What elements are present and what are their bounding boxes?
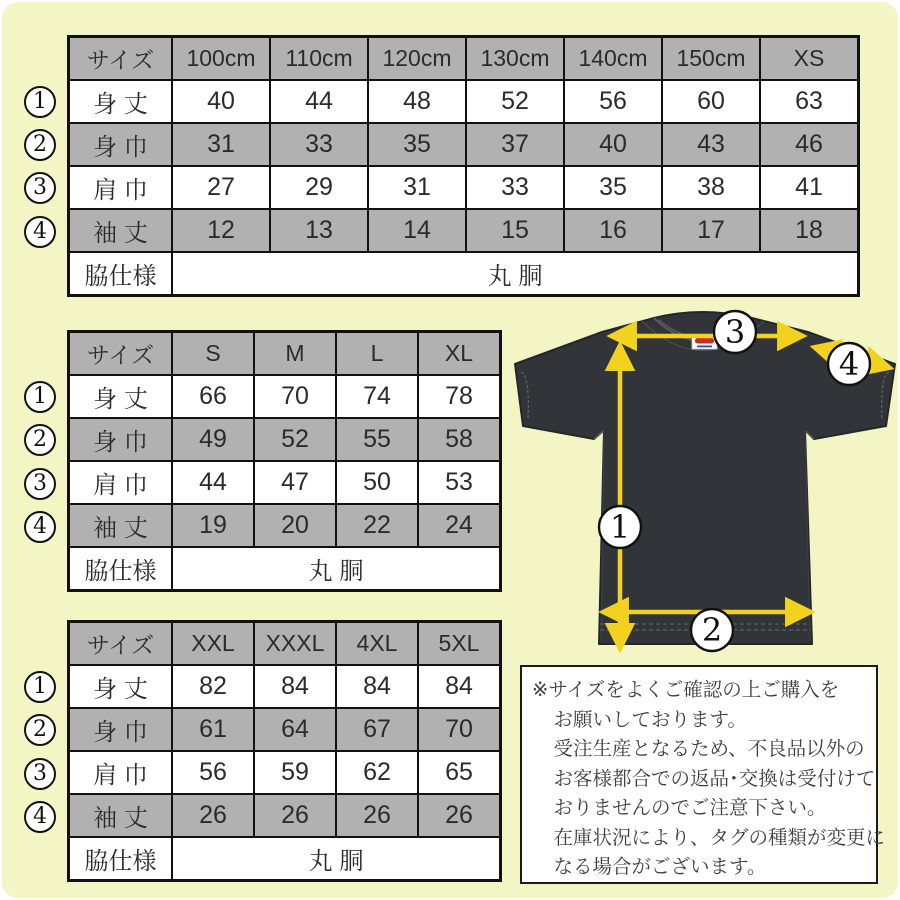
measurement-value-cell: 24 bbox=[418, 504, 501, 547]
measurement-value-cell: 40 bbox=[564, 123, 662, 166]
measurement-row bbox=[69, 751, 501, 794]
measurement-row bbox=[69, 665, 501, 708]
plus-size-table-container bbox=[67, 620, 502, 882]
row-marker-1: 1 bbox=[24, 86, 56, 118]
measurement-value-cell: 60 bbox=[662, 80, 760, 123]
measurement-value-cell: 55 bbox=[336, 418, 418, 461]
size-column-header: 130cm bbox=[466, 37, 564, 81]
measurement-value-cell: 58 bbox=[418, 418, 501, 461]
diagram-marker-3 bbox=[714, 311, 756, 353]
side-spec-row bbox=[69, 837, 501, 881]
measurement-value-cell: 35 bbox=[368, 123, 466, 166]
side-spec-label: 脇仕様 bbox=[69, 837, 173, 881]
plus-size-table bbox=[67, 620, 502, 882]
measurement-row-label: 袖 丈 bbox=[69, 794, 173, 837]
measurement-value-cell: 33 bbox=[466, 166, 564, 209]
measurement-row-label: 身 丈 bbox=[69, 80, 173, 123]
measurement-row-label: 身 巾 bbox=[69, 708, 173, 751]
measurement-value-cell: 43 bbox=[662, 123, 760, 166]
measurement-row bbox=[69, 209, 859, 252]
diagram-marker-4-label: 4 bbox=[838, 345, 860, 383]
adult-size-table bbox=[67, 330, 502, 592]
measurement-value-cell: 37 bbox=[466, 123, 564, 166]
measurement-value-cell: 33 bbox=[270, 123, 368, 166]
measurement-value-cell: 44 bbox=[172, 461, 254, 504]
measurement-value-cell: 70 bbox=[254, 375, 336, 418]
measurement-row bbox=[69, 166, 859, 209]
measurement-value-cell: 84 bbox=[254, 665, 336, 708]
measurement-value-cell: 84 bbox=[418, 665, 501, 708]
row-marker-1: 1 bbox=[24, 671, 56, 703]
size-column-header: XL bbox=[418, 332, 501, 376]
measurement-value-cell: 15 bbox=[466, 209, 564, 252]
measurement-value-cell: 56 bbox=[564, 80, 662, 123]
measurement-value-cell: 38 bbox=[662, 166, 760, 209]
note-line: ※サイズをよくご確認の上ご購入を bbox=[532, 679, 840, 701]
row-marker-4: 4 bbox=[24, 511, 56, 543]
row-marker-4: 4 bbox=[24, 801, 56, 833]
diagram-marker-1-label: 1 bbox=[609, 508, 631, 546]
measurement-row bbox=[69, 708, 501, 751]
row-marker-3: 3 bbox=[24, 468, 56, 500]
measurement-value-cell: 52 bbox=[254, 418, 336, 461]
measurement-row bbox=[69, 375, 501, 418]
size-column-header: XXXL bbox=[254, 622, 336, 666]
size-column-header: L bbox=[336, 332, 418, 376]
measurement-value-cell: 26 bbox=[172, 794, 254, 837]
measurement-row bbox=[69, 461, 501, 504]
diagram-marker-2 bbox=[691, 609, 733, 651]
measurement-value-cell: 53 bbox=[418, 461, 501, 504]
measurement-value-cell: 62 bbox=[336, 751, 418, 794]
measurement-value-cell: 44 bbox=[270, 80, 368, 123]
measurement-value-cell: 47 bbox=[254, 461, 336, 504]
size-column-header: 4XL bbox=[336, 622, 418, 666]
measurement-value-cell: 41 bbox=[760, 166, 859, 209]
row-marker-4: 4 bbox=[24, 216, 56, 248]
size-column-header: S bbox=[172, 332, 254, 376]
note-line: なる場合がございます。 bbox=[553, 856, 767, 878]
row-marker-2: 2 bbox=[24, 424, 56, 456]
side-spec-value: 丸 胴 bbox=[172, 252, 859, 296]
measurement-value-cell: 50 bbox=[336, 461, 418, 504]
diagram-marker-4 bbox=[828, 343, 870, 385]
size-column-header: 140cm bbox=[564, 37, 662, 81]
size-column-header: 110cm bbox=[270, 37, 368, 81]
kids-size-table-container bbox=[67, 35, 860, 297]
size-column-header: 120cm bbox=[368, 37, 466, 81]
row-marker-1: 1 bbox=[24, 381, 56, 413]
purchase-note-box bbox=[520, 665, 885, 884]
measurement-value-cell: 19 bbox=[172, 504, 254, 547]
measurement-row-label: 肩 巾 bbox=[69, 461, 173, 504]
size-label-header: サイズ bbox=[69, 332, 173, 376]
note-line: 受注生産となるため、不良品以外の bbox=[553, 738, 865, 760]
size-chart-page bbox=[2, 2, 898, 898]
size-label-header: サイズ bbox=[69, 622, 173, 666]
diagram-marker-2-label: 2 bbox=[701, 611, 723, 649]
measurement-value-cell: 40 bbox=[172, 80, 270, 123]
measurement-value-cell: 46 bbox=[760, 123, 859, 166]
diagram-marker-1 bbox=[599, 506, 641, 548]
measurement-value-cell: 49 bbox=[172, 418, 254, 461]
measurement-row bbox=[69, 80, 859, 123]
measurement-value-cell: 67 bbox=[336, 708, 418, 751]
side-spec-label: 脇仕様 bbox=[69, 252, 173, 296]
side-spec-row bbox=[69, 547, 501, 591]
measurement-value-cell: 31 bbox=[368, 166, 466, 209]
diagram-marker-3-label: 3 bbox=[724, 313, 746, 351]
measurement-value-cell: 26 bbox=[254, 794, 336, 837]
measurement-row-label: 身 巾 bbox=[69, 418, 173, 461]
measurement-row bbox=[69, 418, 501, 461]
measurement-value-cell: 27 bbox=[172, 166, 270, 209]
measurement-value-cell: 61 bbox=[172, 708, 254, 751]
measurement-row-label: 身 丈 bbox=[69, 665, 173, 708]
size-label-header: サイズ bbox=[69, 37, 173, 81]
side-spec-value: 丸 胴 bbox=[172, 837, 501, 881]
measurement-value-cell: 84 bbox=[336, 665, 418, 708]
measurement-value-cell: 78 bbox=[418, 375, 501, 418]
measurement-value-cell: 82 bbox=[172, 665, 254, 708]
measurement-value-cell: 26 bbox=[336, 794, 418, 837]
note-line: 在庫状況により、タグの種類が変更に bbox=[553, 826, 885, 849]
measurement-value-cell: 14 bbox=[368, 209, 466, 252]
measurement-value-cell: 20 bbox=[254, 504, 336, 547]
measurement-value-cell: 48 bbox=[368, 80, 466, 123]
measurement-value-cell: 13 bbox=[270, 209, 368, 252]
row-marker-3: 3 bbox=[24, 758, 56, 790]
measurement-value-cell: 35 bbox=[564, 166, 662, 209]
adult-size-table-container bbox=[67, 330, 502, 592]
measurement-row-label: 肩 巾 bbox=[69, 751, 173, 794]
measurement-row-label: 身 丈 bbox=[69, 375, 173, 418]
row-marker-3: 3 bbox=[24, 172, 56, 204]
measurement-value-cell: 12 bbox=[172, 209, 270, 252]
measurement-row bbox=[69, 123, 859, 166]
kids-size-table bbox=[67, 35, 860, 297]
tshirt-measurement-diagram bbox=[502, 300, 898, 665]
measurement-value-cell: 18 bbox=[760, 209, 859, 252]
measurement-value-cell: 52 bbox=[466, 80, 564, 123]
size-column-header: M bbox=[254, 332, 336, 376]
measurement-row bbox=[69, 794, 501, 837]
row-marker-2: 2 bbox=[24, 129, 56, 161]
measurement-row-label: 袖 丈 bbox=[69, 209, 173, 252]
measurement-value-cell: 17 bbox=[662, 209, 760, 252]
measurement-value-cell: 63 bbox=[760, 80, 859, 123]
measurement-row bbox=[69, 504, 501, 547]
side-spec-value: 丸 胴 bbox=[172, 547, 501, 591]
size-column-header: XXL bbox=[172, 622, 254, 666]
measurement-value-cell: 29 bbox=[270, 166, 368, 209]
measurement-value-cell: 70 bbox=[418, 708, 501, 751]
measurement-value-cell: 16 bbox=[564, 209, 662, 252]
note-line: おりませんのでご注意下さい。 bbox=[553, 797, 827, 819]
measurement-value-cell: 74 bbox=[336, 375, 418, 418]
size-column-header: 5XL bbox=[418, 622, 501, 666]
measurement-value-cell: 59 bbox=[254, 751, 336, 794]
size-column-header: XS bbox=[760, 37, 859, 81]
size-column-header: 150cm bbox=[662, 37, 760, 81]
measurement-value-cell: 22 bbox=[336, 504, 418, 547]
measurement-value-cell: 64 bbox=[254, 708, 336, 751]
measurement-row-label: 身 巾 bbox=[69, 123, 173, 166]
measurement-value-cell: 65 bbox=[418, 751, 501, 794]
size-column-header: 100cm bbox=[172, 37, 270, 81]
note-line: お願いしております。 bbox=[553, 708, 747, 731]
measurement-row-label: 肩 巾 bbox=[69, 166, 173, 209]
note-line: お客様都合での返品･交換は受付けて bbox=[553, 767, 876, 790]
measurement-value-cell: 26 bbox=[418, 794, 501, 837]
measurement-value-cell: 56 bbox=[172, 751, 254, 794]
side-spec-label: 脇仕様 bbox=[69, 547, 173, 591]
row-marker-2: 2 bbox=[24, 714, 56, 746]
measurement-row-label: 袖 丈 bbox=[69, 504, 173, 547]
measurement-value-cell: 31 bbox=[172, 123, 270, 166]
measurement-value-cell: 66 bbox=[172, 375, 254, 418]
side-spec-row bbox=[69, 252, 859, 296]
